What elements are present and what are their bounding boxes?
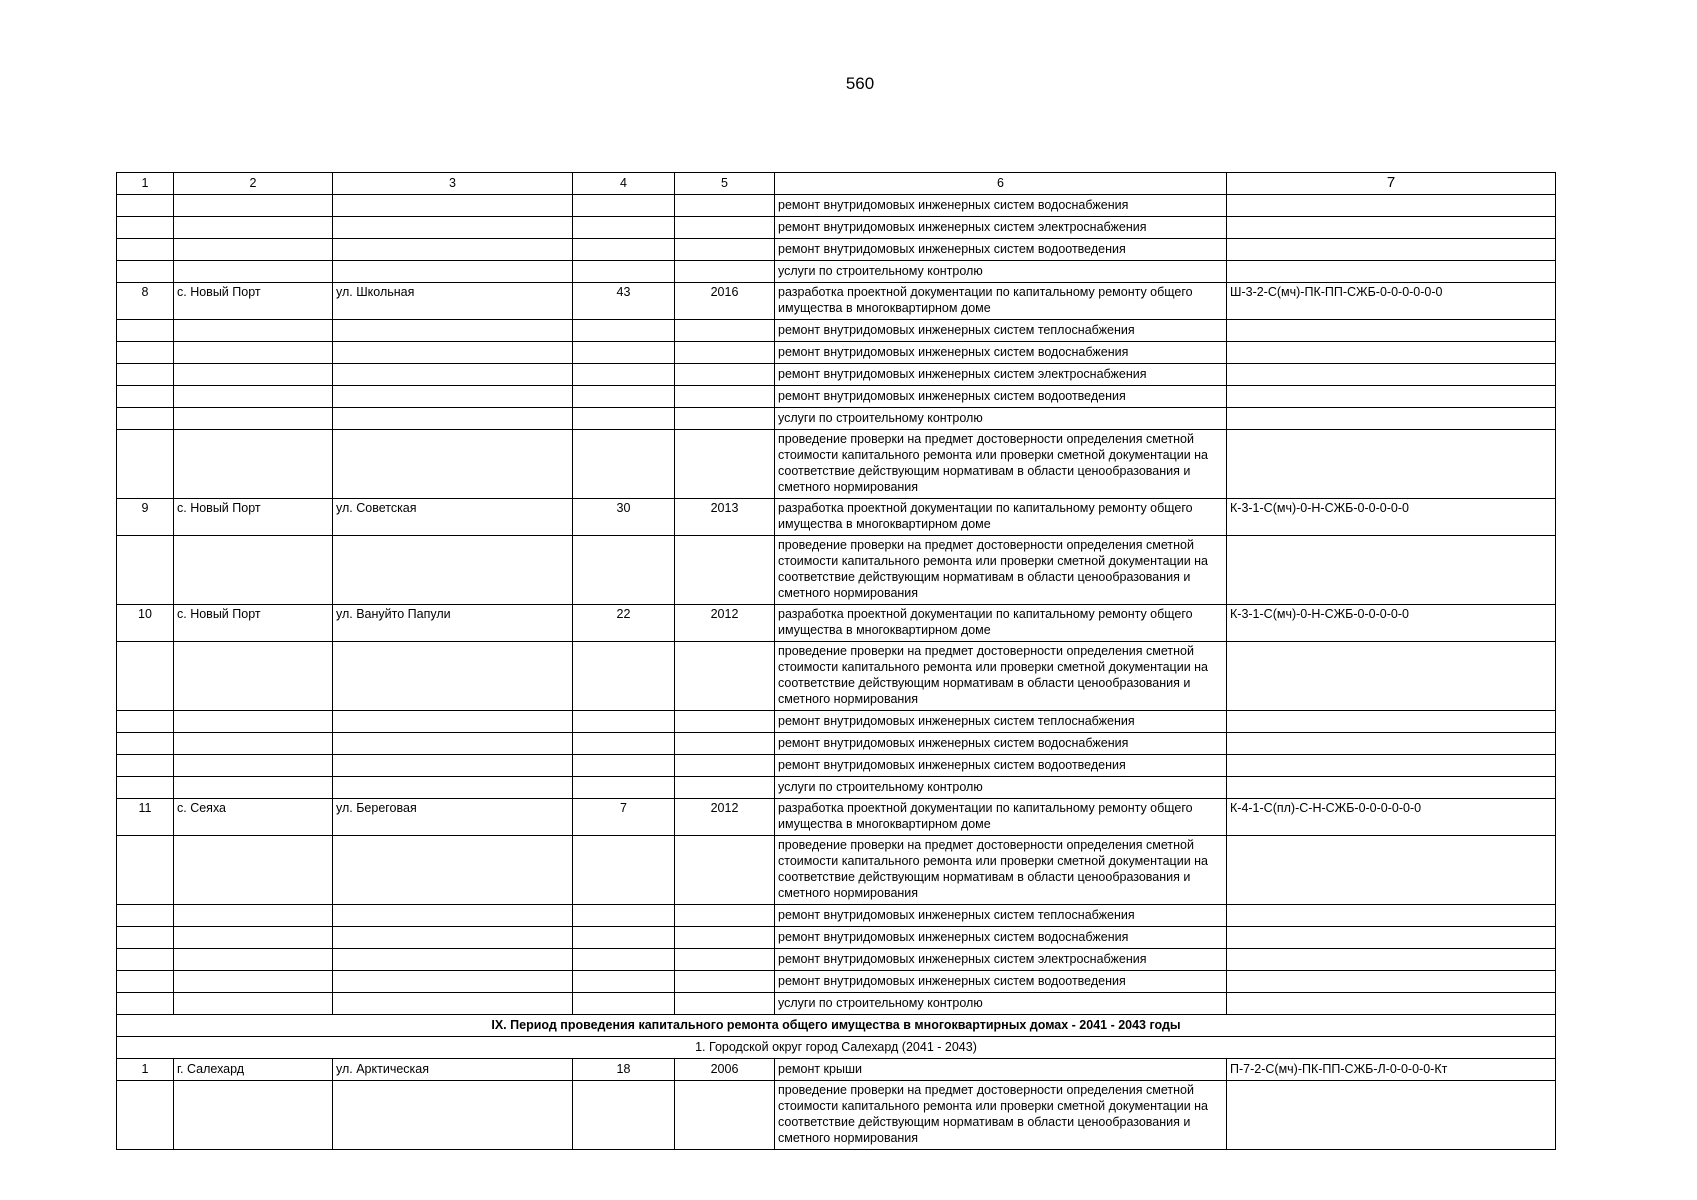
- table-cell: [1227, 320, 1556, 342]
- table-row: [117, 605, 1556, 642]
- table-cell: [675, 733, 775, 755]
- table-cell: [174, 386, 333, 408]
- table-cell: [573, 430, 675, 499]
- table-row: [117, 499, 1556, 536]
- table-cell: [174, 993, 333, 1015]
- table-cell: [117, 195, 174, 217]
- table-cell: [1227, 711, 1556, 733]
- header-cell: 1: [117, 173, 174, 195]
- table-cell: [117, 642, 174, 711]
- table-cell: [675, 755, 775, 777]
- table-row: [117, 283, 1556, 320]
- table-cell: [174, 642, 333, 711]
- page-number: 560: [845, 74, 875, 93]
- table-cell: 7: [573, 799, 675, 836]
- table-cell: [1227, 971, 1556, 993]
- table-cell: [675, 971, 775, 993]
- table-row: [117, 195, 1556, 217]
- table-row: [117, 733, 1556, 755]
- table-cell: услуги по строительному контролю: [775, 993, 1227, 1015]
- table-cell: [675, 536, 775, 605]
- table-row: [117, 239, 1556, 261]
- table-cell: [573, 927, 675, 949]
- table-cell: [174, 971, 333, 993]
- table-cell: ремонт внутридомовых инженерных систем водоотведения: [775, 386, 1227, 408]
- table-row: [117, 320, 1556, 342]
- table-cell: [333, 195, 573, 217]
- table-cell: [174, 949, 333, 971]
- table-cell: [117, 217, 174, 239]
- table-row: [117, 755, 1556, 777]
- table-cell: [333, 949, 573, 971]
- table-cell: [117, 536, 174, 605]
- table-cell: [675, 993, 775, 1015]
- table-cell: [174, 217, 333, 239]
- table-cell: услуги по строительному контролю: [775, 777, 1227, 799]
- table-cell: 2013: [675, 499, 775, 536]
- table-cell: [333, 971, 573, 993]
- table-cell: [1227, 642, 1556, 711]
- table-cell: [675, 949, 775, 971]
- table-cell: разработка проектной документации по капитальному ремонту общего имущества в многоквартирном доме: [775, 499, 1227, 536]
- table-cell: [333, 927, 573, 949]
- table-cell: [573, 239, 675, 261]
- table-cell: [675, 239, 775, 261]
- table-cell: [573, 733, 675, 755]
- table-cell: [117, 408, 174, 430]
- table-row: [117, 905, 1556, 927]
- table-row: [117, 927, 1556, 949]
- table-cell: [675, 320, 775, 342]
- table-cell: [573, 320, 675, 342]
- table-cell: [675, 430, 775, 499]
- table-cell: 2012: [675, 799, 775, 836]
- table-cell: [333, 217, 573, 239]
- table-cell: [174, 536, 333, 605]
- capital-repair-table: [116, 172, 1556, 1150]
- table-cell: ремонт внутридомовых инженерных систем водоснабжения: [775, 733, 1227, 755]
- table-row: [117, 217, 1556, 239]
- table-cell: [675, 342, 775, 364]
- table-cell: 2006: [675, 1059, 775, 1081]
- table-cell: [333, 320, 573, 342]
- table-cell: проведение проверки на предмет достоверности определения сметной стоимости капитального ремонта или проверки сметной документации на соответствие действующим нормативам в области ценообразования и сметного нормирования: [775, 1081, 1227, 1150]
- table-cell: [573, 642, 675, 711]
- table-cell: [174, 364, 333, 386]
- table-cell: [174, 408, 333, 430]
- table-row: [117, 261, 1556, 283]
- table-cell: услуги по строительному контролю: [775, 261, 1227, 283]
- table-cell: 18: [573, 1059, 675, 1081]
- table-cell: 8: [117, 283, 174, 320]
- table-cell: [1227, 949, 1556, 971]
- table-row: [117, 430, 1556, 499]
- table-row: [117, 949, 1556, 971]
- table-cell: [333, 755, 573, 777]
- table-cell: [117, 239, 174, 261]
- table-cell: [333, 430, 573, 499]
- table-cell: 1: [117, 1059, 174, 1081]
- table-cell: проведение проверки на предмет достоверности определения сметной стоимости капитального ремонта или проверки сметной документации на соответствие действующим нормативам в области ценообразования и сметного нормирования: [775, 430, 1227, 499]
- table-cell: [573, 195, 675, 217]
- table-cell: [333, 342, 573, 364]
- table-cell: [675, 261, 775, 283]
- table-row: [117, 408, 1556, 430]
- table-cell: [117, 342, 174, 364]
- table-cell: [1227, 217, 1556, 239]
- table-cell: г. Салехард: [174, 1059, 333, 1081]
- table-cell: 2016: [675, 283, 775, 320]
- table-row: [117, 1059, 1556, 1081]
- subsection-heading-row: [117, 1037, 1556, 1059]
- table-cell: К-3-1-С(мч)-0-Н-СЖБ-0-0-0-0-0: [1227, 499, 1556, 536]
- table-cell: ремонт внутридомовых инженерных систем теплоснабжения: [775, 711, 1227, 733]
- table-header-row: [117, 173, 1556, 195]
- table-cell: [174, 905, 333, 927]
- table-cell: [174, 342, 333, 364]
- table-cell: [117, 836, 174, 905]
- table-cell: [573, 905, 675, 927]
- table-cell: [573, 777, 675, 799]
- table-cell: разработка проектной документации по капитальному ремонту общего имущества в многоквартирном доме: [775, 799, 1227, 836]
- table-cell: с. Новый Порт: [174, 605, 333, 642]
- table-cell: [333, 777, 573, 799]
- table-cell: [573, 408, 675, 430]
- header-cell: 2: [174, 173, 333, 195]
- table-cell: [117, 430, 174, 499]
- table-cell: разработка проектной документации по капитальному ремонту общего имущества в многоквартирном доме: [775, 605, 1227, 642]
- table-cell: [675, 836, 775, 905]
- table-cell: [1227, 927, 1556, 949]
- table-row: [117, 386, 1556, 408]
- table-cell: [333, 905, 573, 927]
- table-row: [117, 836, 1556, 905]
- table-cell: [174, 1081, 333, 1150]
- table-cell: [1227, 755, 1556, 777]
- table-cell: [1227, 733, 1556, 755]
- table-cell: [1227, 536, 1556, 605]
- table-cell: [1227, 836, 1556, 905]
- table-cell: с. Новый Порт: [174, 283, 333, 320]
- table-cell: [174, 711, 333, 733]
- table-cell: [1227, 408, 1556, 430]
- table-cell: [117, 971, 174, 993]
- table-cell: [573, 1081, 675, 1150]
- table-cell: [333, 642, 573, 711]
- table-row: [117, 993, 1556, 1015]
- table-row: [117, 536, 1556, 605]
- table-cell: 2012: [675, 605, 775, 642]
- header-cell: 7: [1227, 173, 1556, 195]
- table-cell: [174, 733, 333, 755]
- table-cell: [333, 733, 573, 755]
- table-cell: [174, 836, 333, 905]
- table-cell: [573, 364, 675, 386]
- table-cell: [117, 905, 174, 927]
- table-cell: [675, 905, 775, 927]
- table-cell: [1227, 342, 1556, 364]
- table-cell: [573, 386, 675, 408]
- table-cell: ремонт внутридомовых инженерных систем водоснабжения: [775, 342, 1227, 364]
- table-cell: [174, 239, 333, 261]
- table-cell: [174, 195, 333, 217]
- table-cell: [117, 993, 174, 1015]
- table-row: [117, 342, 1556, 364]
- table-cell: ремонт внутридомовых инженерных систем электроснабжения: [775, 364, 1227, 386]
- table-cell: [675, 777, 775, 799]
- table-cell: с. Новый Порт: [174, 499, 333, 536]
- table-cell: [573, 949, 675, 971]
- table-cell: [1227, 261, 1556, 283]
- table-cell: [1227, 905, 1556, 927]
- table-cell: [333, 386, 573, 408]
- table-cell: [675, 1081, 775, 1150]
- table-cell: 10: [117, 605, 174, 642]
- table-cell: [117, 386, 174, 408]
- table-cell: [573, 711, 675, 733]
- table-cell: ул. Советская: [333, 499, 573, 536]
- table-cell: ремонт внутридомовых инженерных систем электроснабжения: [775, 949, 1227, 971]
- table-cell: [573, 217, 675, 239]
- table-cell: [117, 320, 174, 342]
- table-row: [117, 777, 1556, 799]
- table-cell: ремонт внутридомовых инженерных систем водоснабжения: [775, 195, 1227, 217]
- table-cell: ремонт внутридомовых инженерных систем электроснабжения: [775, 217, 1227, 239]
- table-cell: ремонт внутридомовых инженерных систем водоотведения: [775, 755, 1227, 777]
- table-cell: ул. Арктическая: [333, 1059, 573, 1081]
- table-cell: [675, 386, 775, 408]
- table-row: [117, 711, 1556, 733]
- table-cell: 11: [117, 799, 174, 836]
- table-cell: [333, 993, 573, 1015]
- table-cell: ремонт внутридомовых инженерных систем теплоснабжения: [775, 905, 1227, 927]
- table-cell: ремонт внутридомовых инженерных систем водоотведения: [775, 971, 1227, 993]
- table-cell: [333, 408, 573, 430]
- table-cell: [333, 536, 573, 605]
- table-cell: [1227, 430, 1556, 499]
- table-cell: [117, 1081, 174, 1150]
- section-heading-row: [117, 1015, 1556, 1037]
- table-cell: [1227, 239, 1556, 261]
- table-cell: [675, 408, 775, 430]
- section-heading: IX. Период проведения капитального ремонта общего имущества в многоквартирных домах - 2041 - 2043 годы: [117, 1015, 1556, 1037]
- table-cell: [675, 927, 775, 949]
- table-cell: [1227, 386, 1556, 408]
- table-cell: [333, 364, 573, 386]
- table-cell: [117, 777, 174, 799]
- table-cell: ремонт внутридомовых инженерных систем теплоснабжения: [775, 320, 1227, 342]
- table-cell: Ш-3-2-С(мч)-ПК-ПП-СЖБ-0-0-0-0-0-0: [1227, 283, 1556, 320]
- table-cell: [174, 430, 333, 499]
- table-cell: услуги по строительному контролю: [775, 408, 1227, 430]
- subsection-heading: 1. Городской округ город Салехард (2041 - 2043): [117, 1037, 1556, 1059]
- table-cell: [573, 755, 675, 777]
- header-cell: 5: [675, 173, 775, 195]
- table-cell: ул. Вануйто Папули: [333, 605, 573, 642]
- table-cell: 43: [573, 283, 675, 320]
- table-cell: К-3-1-С(мч)-0-Н-СЖБ-0-0-0-0-0: [1227, 605, 1556, 642]
- table-cell: 22: [573, 605, 675, 642]
- table-cell: [573, 536, 675, 605]
- table-cell: [333, 1081, 573, 1150]
- table-cell: проведение проверки на предмет достоверности определения сметной стоимости капитального ремонта или проверки сметной документации на соответствие действующим нормативам в области ценообразования и сметного нормирования: [775, 836, 1227, 905]
- table-cell: ремонт внутридомовых инженерных систем водоснабжения: [775, 927, 1227, 949]
- table-cell: [573, 836, 675, 905]
- table-cell: [117, 927, 174, 949]
- table-cell: [333, 261, 573, 283]
- table-cell: [1227, 195, 1556, 217]
- table-cell: [1227, 777, 1556, 799]
- table-cell: [333, 239, 573, 261]
- table-cell: [675, 642, 775, 711]
- table-cell: проведение проверки на предмет достоверности определения сметной стоимости капитального ремонта или проверки сметной документации на соответствие действующим нормативам в области ценообразования и сметного нормирования: [775, 536, 1227, 605]
- table-cell: с. Сеяха: [174, 799, 333, 836]
- table-cell: проведение проверки на предмет достоверности определения сметной стоимости капитального ремонта или проверки сметной документации на соответствие действующим нормативам в области ценообразования и сметного нормирования: [775, 642, 1227, 711]
- table-row: [117, 971, 1556, 993]
- table-row: [117, 642, 1556, 711]
- table-cell: [675, 711, 775, 733]
- table-cell: [117, 261, 174, 283]
- table-cell: ремонт крыши: [775, 1059, 1227, 1081]
- table-cell: [675, 364, 775, 386]
- table-cell: [1227, 993, 1556, 1015]
- table-cell: [117, 711, 174, 733]
- table-cell: П-7-2-С(мч)-ПК-ПП-СЖБ-Л-0-0-0-0-Кт: [1227, 1059, 1556, 1081]
- table-cell: ремонт внутридомовых инженерных систем водоотведения: [775, 239, 1227, 261]
- table-cell: [333, 836, 573, 905]
- table-cell: [174, 777, 333, 799]
- table-cell: [573, 993, 675, 1015]
- table-row: [117, 1081, 1556, 1150]
- table-cell: [117, 364, 174, 386]
- table-row: [117, 364, 1556, 386]
- table-cell: [675, 195, 775, 217]
- header-cell: 4: [573, 173, 675, 195]
- table-cell: [174, 927, 333, 949]
- table-cell: 30: [573, 499, 675, 536]
- header-cell: 6: [775, 173, 1227, 195]
- table-cell: [1227, 364, 1556, 386]
- table-cell: [573, 971, 675, 993]
- table-row: [117, 799, 1556, 836]
- table-cell: [174, 320, 333, 342]
- table-cell: разработка проектной документации по капитальному ремонту общего имущества в многоквартирном доме: [775, 283, 1227, 320]
- table-cell: [1227, 1081, 1556, 1150]
- table-cell: [117, 733, 174, 755]
- table-cell: [333, 711, 573, 733]
- table-cell: [174, 755, 333, 777]
- table-cell: ул. Береговая: [333, 799, 573, 836]
- table-cell: К-4-1-С(пл)-С-Н-СЖБ-0-0-0-0-0-0: [1227, 799, 1556, 836]
- table-cell: [174, 261, 333, 283]
- table-cell: [573, 261, 675, 283]
- header-cell: 3: [333, 173, 573, 195]
- table-cell: ул. Школьная: [333, 283, 573, 320]
- table-cell: [117, 949, 174, 971]
- table-cell: 9: [117, 499, 174, 536]
- table-cell: [573, 342, 675, 364]
- table-cell: [675, 217, 775, 239]
- table-cell: [117, 755, 174, 777]
